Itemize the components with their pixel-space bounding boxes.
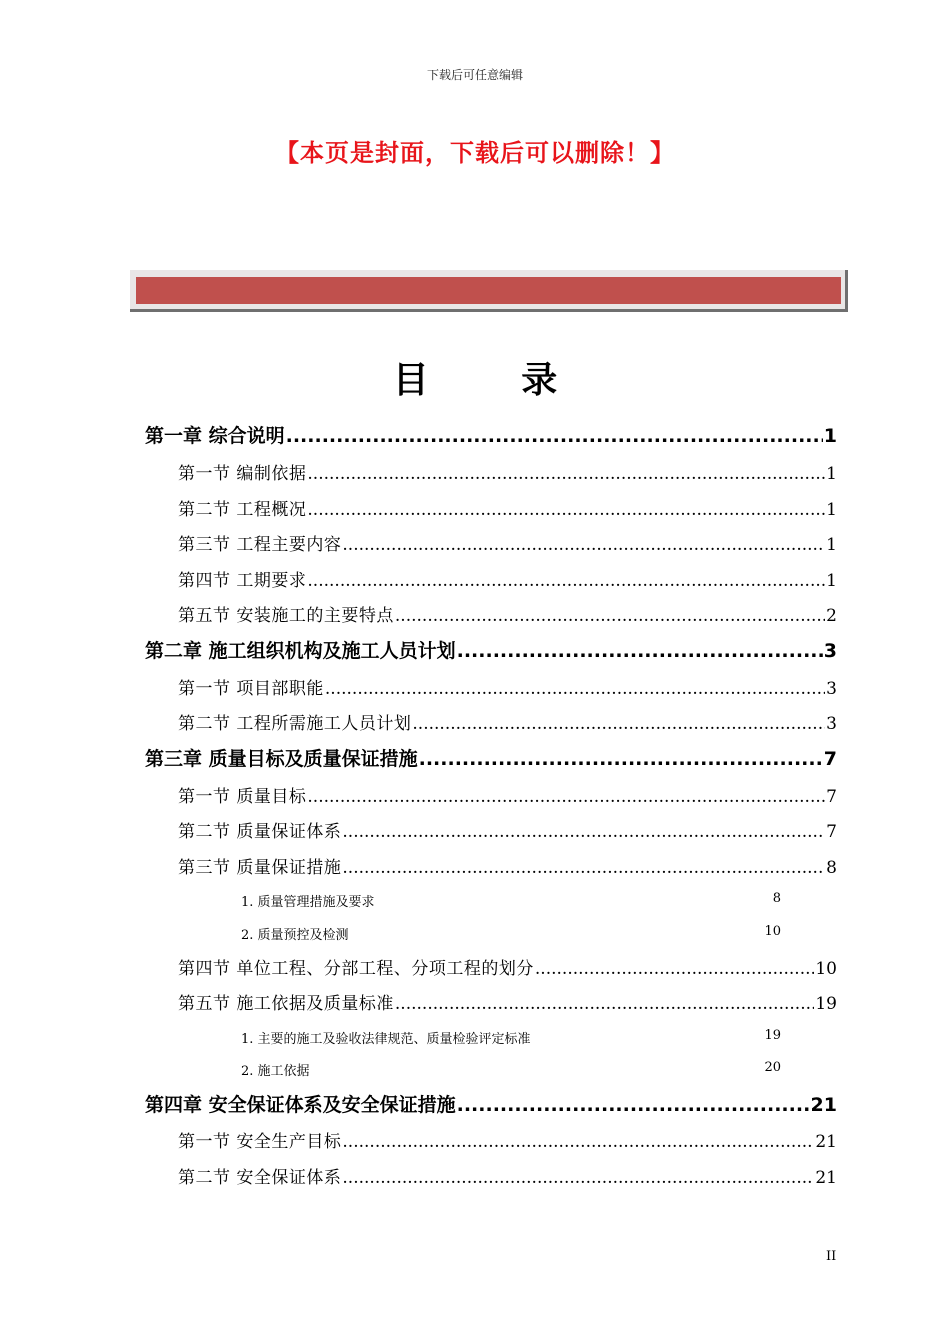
toc-section[interactable] [178,954,837,979]
dot-leader [307,787,825,807]
toc-chapter[interactable] [145,744,837,771]
toc-entry-label: 第四节 单位工程、分部工程、分项工程的划分 [178,959,534,979]
toc-entry-page: 1 [823,425,837,447]
toc-entry-label: 第一节 项目部职能 [178,679,324,699]
toc-subsection[interactable] [241,1060,781,1079]
toc-entry-label: 第五节 施工依据及质量标准 [178,994,394,1014]
toc-section[interactable] [178,530,837,555]
toc-entry-page: 1 [826,571,837,591]
toc-entry-page: 21 [815,1168,837,1188]
toc-entry-page: 1 [826,500,837,520]
toc-section[interactable] [178,674,837,699]
toc-entry-label: 第三章 质量目标及质量保证措施 [145,748,418,770]
dot-leader [535,959,814,979]
page-number: II [826,1249,837,1264]
toc-entry-label: 2. 施工依据 [241,1064,310,1079]
dot-leader [307,464,825,484]
toc-entry-page: 8 [826,858,837,878]
toc-subsection[interactable] [241,891,781,910]
dot-leader [286,425,823,447]
toc-entry-label: 第一节 安全生产目标 [178,1132,342,1152]
toc-entry-label: 1. 质量管理措施及要求 [241,895,375,910]
toc-entry-page: 3 [826,714,837,734]
toc-section[interactable] [178,566,837,591]
toc-entry-label: 第五节 安装施工的主要特点 [178,606,394,626]
toc-title: 目 录 [392,360,598,401]
toc-entry-page: 3 [826,679,837,699]
toc-entry-label: 第二节 安全保证体系 [178,1168,342,1188]
dot-leader [307,571,825,591]
toc-entry-label: 1. 主要的施工及验收法律规范、质量检验评定标准 [241,1032,531,1047]
toc-entry-page: 3 [823,640,837,662]
toc-entry-page: 1 [826,535,837,555]
dot-leader [457,640,823,662]
toc-section[interactable] [178,853,837,878]
toc-entry-label: 第一节 质量目标 [178,787,307,807]
cover-notice: 【本页是封面，下载后可以删除！】 [275,139,675,167]
dot-leader [395,994,814,1014]
toc-section[interactable] [178,817,837,842]
toc-chapter[interactable] [145,421,837,448]
toc-entry-label: 第二节 工程所需施工人员计划 [178,714,412,734]
toc-section[interactable] [178,601,837,626]
toc-entry-page: 2 [826,606,837,626]
dot-leader [325,679,825,699]
toc-subsection[interactable] [241,1028,781,1047]
toc-entry-label: 第二节 工程概况 [178,500,307,520]
header-note: 下载后可任意编辑 [426,68,523,82]
toc-entry-page: 21 [815,1132,837,1152]
toc-chapter[interactable] [145,1090,837,1117]
toc-entry-page: 20 [764,1060,781,1075]
toc-entry-label: 第一节 编制依据 [178,464,307,484]
toc-entry-page: 10 [764,924,781,939]
toc-entry-label: 第三节 工程主要内容 [178,535,342,555]
toc-entry-label: 第二章 施工组织机构及施工人员计划 [145,640,456,662]
toc-entry-page: 7 [826,787,837,807]
toc-entry-label: 第二节 质量保证体系 [178,822,342,842]
toc-entry-page: 21 [810,1094,837,1116]
toc-entry-label: 2. 质量预控及检测 [241,928,349,943]
dot-leader [342,1168,814,1188]
toc-entry-page: 1 [826,464,837,484]
toc-section[interactable] [178,495,837,520]
dot-leader [412,714,825,734]
dot-leader [342,535,825,555]
toc-entry-label: 第一章 综合说明 [145,425,285,447]
toc-entry-label: 第三节 质量保证措施 [178,858,342,878]
toc-section[interactable] [178,989,837,1014]
toc-section[interactable] [178,1127,837,1152]
toc-entry-page: 19 [815,994,837,1014]
toc-section[interactable] [178,709,837,734]
dot-leader [419,748,823,770]
dot-leader [395,606,825,626]
toc-entry-page: 19 [764,1028,781,1043]
dot-leader [457,1094,810,1116]
toc-entry-label: 第四章 安全保证体系及安全保证措施 [145,1094,456,1116]
toc-section[interactable] [178,459,837,484]
toc-entry-page: 8 [772,891,781,906]
dot-leader [342,1132,814,1152]
toc-section[interactable] [178,1163,837,1188]
toc-chapter[interactable] [145,636,837,663]
dot-leader [307,500,825,520]
toc-entry-page: 7 [823,748,837,770]
dot-leader [342,822,825,842]
toc-subsection[interactable] [241,924,781,943]
toc-entry-page: 7 [826,822,837,842]
toc-section[interactable] [178,782,837,807]
dot-leader [342,858,825,878]
toc-entry-page: 10 [815,959,837,979]
toc-entry-label: 第四节 工期要求 [178,571,307,591]
